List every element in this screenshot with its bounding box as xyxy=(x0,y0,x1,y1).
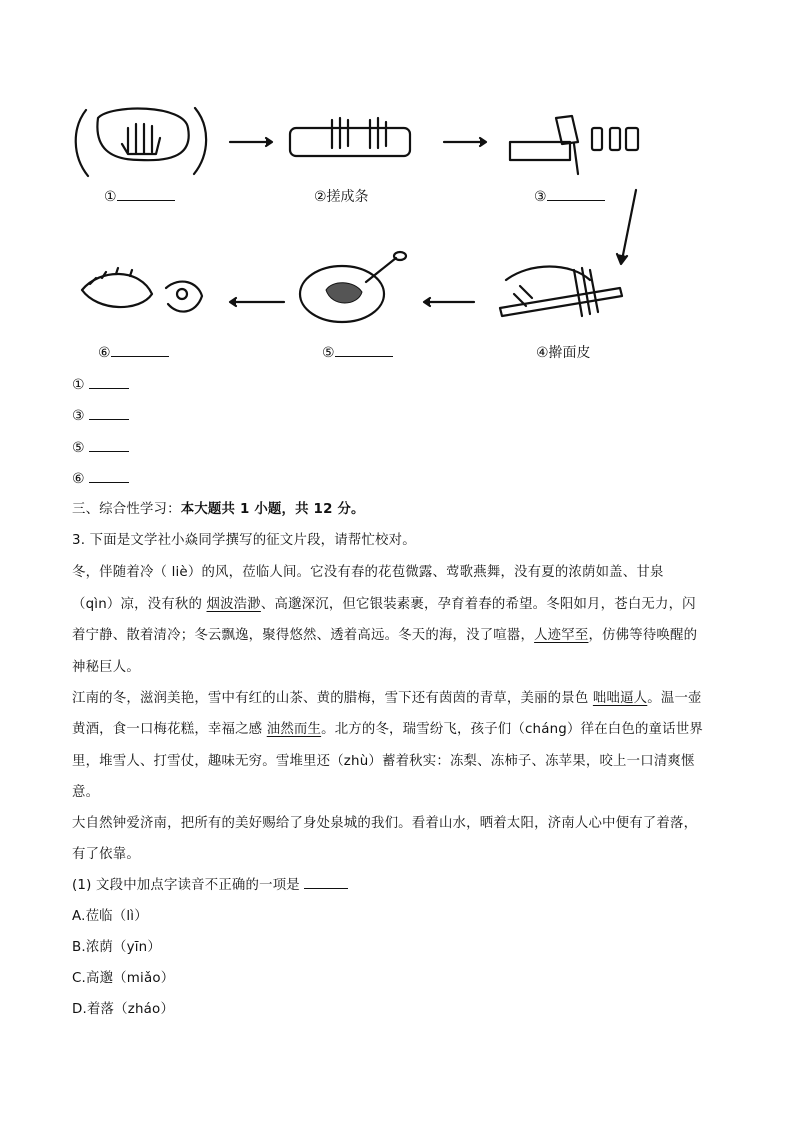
cutting-pieces-drawing xyxy=(510,116,638,174)
steps-illustration xyxy=(70,98,650,363)
question-title: 3. 下面是文学社小焱同学撰写的征文片段，请帮忙校对。 xyxy=(72,533,416,548)
caption-step1: ① xyxy=(104,186,175,205)
answer-blank xyxy=(335,342,393,357)
option-c: C.高邈（miǎo） xyxy=(72,971,175,986)
rolling-wrapper-drawing xyxy=(500,267,622,317)
dumpling-steps-figure xyxy=(70,98,650,363)
caption-step3: ③ xyxy=(534,186,605,205)
rolling-strip-drawing xyxy=(290,118,410,156)
answer-line-1: ① xyxy=(72,374,129,393)
para3-line2: 有了依靠。 xyxy=(72,847,140,862)
para2-line1: 江南的冬，滋润美艳，雪中有红的山茶、黄的腊梅，雪下还有茵茵的青草，美丽的景色 咄咄逼人。温一壶 xyxy=(72,691,702,706)
para2-line4: 意。 xyxy=(72,785,100,800)
answer-blank xyxy=(304,874,348,889)
kneading-dough-drawing xyxy=(76,108,206,176)
option-d: D.着落（zháo） xyxy=(72,1002,175,1017)
sub-question: (1) 文段中加点字读音不正确的一项是 xyxy=(72,874,348,893)
section-heading: 三、综合性学习：本大题共 1 小题，共 12 分。 xyxy=(72,502,365,517)
wrapping-dumpling-drawing xyxy=(82,268,202,312)
para1-line2: （qìn）凉，没有秋的 烟波浩渺、高邈深沉，但它银装素裹，孕育着春的希望。冬阳如月，苍白无力，闪 xyxy=(72,597,696,612)
filling-bowl-drawing xyxy=(300,252,406,322)
para1-line3: 着宁静、散着清冷；冬云飘逸，聚得悠然、透着高远。冬天的海，没了喧嚣，人迹罕至，仿佛等待唤醒的 xyxy=(72,628,698,643)
para1-line1: 冬，伴随着冷（ liè）的风，莅临人间。它没有春的花苞微露、莺歌燕舞，没有夏的浓荫如盖、甘泉 xyxy=(72,565,664,580)
para3-line1: 大自然钟爱济南，把所有的美好赐给了身处泉城的我们。看着山水，晒着太阳，济南人心中便有了着落， xyxy=(72,816,698,831)
answer-line-5: ⑤ xyxy=(72,437,129,456)
option-b: B.浓荫（yīn） xyxy=(72,940,161,955)
option-a: A.莅临（lì） xyxy=(72,909,148,924)
answer-blank xyxy=(89,405,129,420)
caption-step6: ⑥ xyxy=(98,342,169,361)
para1-line4: 神秘巨人。 xyxy=(72,660,140,675)
answer-blank xyxy=(547,186,605,201)
answer-line-3: ③ xyxy=(72,405,129,424)
caption-step5: ⑤ xyxy=(322,342,393,361)
caption-step2: ②搓成条 xyxy=(314,189,369,205)
para2-line2: 黄酒，食一口梅花糕，幸福之感 油然而生。北方的冬，瑞雪纷飞，孩子们（cháng）徉在白色的童话世界 xyxy=(72,722,703,737)
para2-line3: 里，堆雪人、打雪仗，趣味无穷。雪堆里还（zhù）蓄着秋实：冻梨、冻柿子、冻苹果，咬上一口清爽惬 xyxy=(72,754,695,769)
answer-line-6: ⑥ xyxy=(72,468,129,487)
caption-step4: ④擀面皮 xyxy=(536,345,591,361)
answer-blank xyxy=(89,374,129,389)
answer-blank xyxy=(89,437,129,452)
answer-blank xyxy=(89,468,129,483)
answer-blank xyxy=(117,186,175,201)
answer-blank xyxy=(111,342,169,357)
